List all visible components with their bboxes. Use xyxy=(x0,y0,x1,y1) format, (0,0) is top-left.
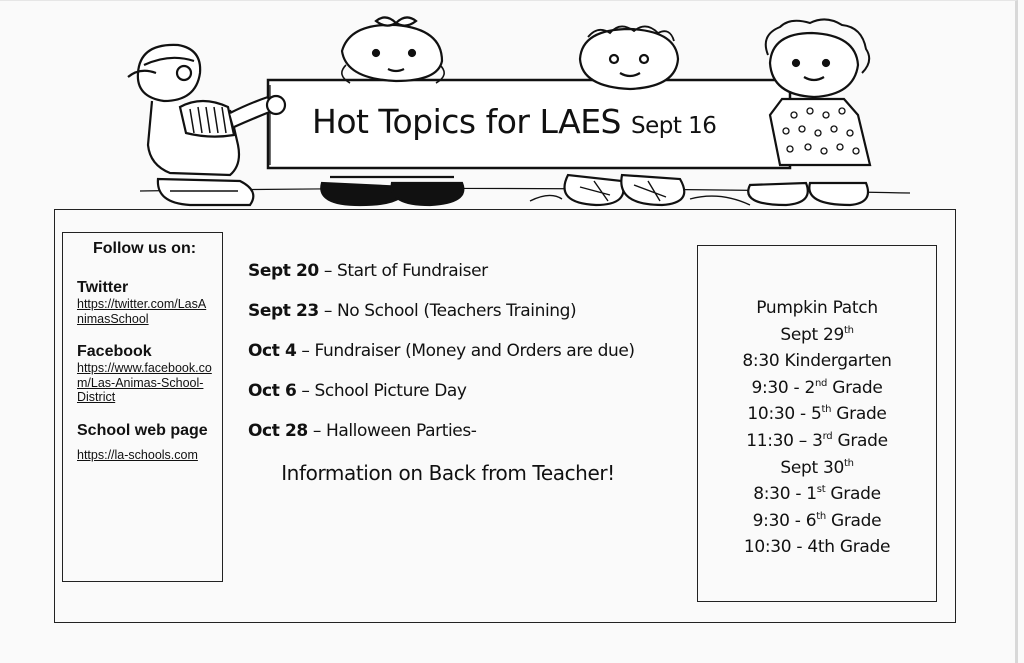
follow-us-title: Follow us on: xyxy=(92,240,197,257)
event-date: Sept 23 xyxy=(248,301,319,321)
event-text: School Picture Day xyxy=(314,381,467,401)
slot-tail: Grade xyxy=(827,377,883,398)
event-text: No School (Teachers Training) xyxy=(336,301,577,321)
event-text: Fundraiser (Money and Orders are due) xyxy=(314,341,635,361)
event-item xyxy=(248,420,668,460)
event-date: Oct 28 xyxy=(248,421,308,441)
pumpkin-patch-title: Pumpkin Patch xyxy=(756,298,878,318)
slot-time: 10:30 xyxy=(747,404,795,425)
slot-sep: – xyxy=(793,430,813,451)
school-web-page-link[interactable]: https://la-schools.com xyxy=(77,447,198,462)
slot-tail: Grade xyxy=(831,404,887,425)
event-item xyxy=(248,300,668,340)
slot-grade: 2 xyxy=(804,377,816,398)
slot-sup: th xyxy=(821,404,832,416)
event-item xyxy=(248,260,668,300)
time-slot xyxy=(698,481,936,508)
slot-tail: Grade xyxy=(832,430,888,451)
pumpkin-day-1 xyxy=(698,322,936,349)
facebook-label: Facebook xyxy=(77,343,152,360)
day-date: Sept 30 xyxy=(780,457,844,478)
slot-grade: 6 xyxy=(805,510,817,531)
pumpkin-patch-box xyxy=(697,245,937,602)
twitter-label: Twitter xyxy=(77,279,129,296)
slot-sup: rd xyxy=(822,430,833,442)
slot-sep: - xyxy=(788,377,805,398)
slot-sup: st xyxy=(816,484,826,496)
time-slot xyxy=(698,375,936,402)
slot-time: 10:30 xyxy=(743,537,792,558)
banner-title-text: Hot Topics for LAES xyxy=(312,102,621,141)
banner-date: Sept 16 xyxy=(631,113,717,139)
time-slot xyxy=(698,508,936,535)
slot-tail: Grade xyxy=(825,510,882,531)
event-separator: – xyxy=(318,301,337,321)
slot-grade: 3 xyxy=(812,430,823,451)
event-date: Oct 6 xyxy=(248,381,297,401)
event-text: Halloween Parties- xyxy=(325,421,477,441)
slot-time: 8:30 xyxy=(742,351,780,372)
event-item xyxy=(248,340,668,380)
event-separator: – xyxy=(296,341,315,361)
kid-with-cap xyxy=(128,45,285,205)
slot-grade: Kindergarten xyxy=(784,351,892,372)
slot-sup: th xyxy=(816,510,826,522)
time-slot xyxy=(698,401,936,428)
time-slot xyxy=(698,348,936,375)
event-item xyxy=(248,380,668,420)
event-text: Start of Fundraiser xyxy=(336,261,488,281)
school-web-page-label: School web page xyxy=(77,421,208,439)
slot-grade: 4th Grade xyxy=(807,537,891,558)
facebook-link[interactable]: https://www.facebook.com/Las-Animas-School-District xyxy=(77,361,212,404)
slot-tail: Grade xyxy=(825,484,881,505)
day-suffix: th xyxy=(843,457,854,469)
event-date: Sept 20 xyxy=(248,261,319,281)
slot-time: 11:30 xyxy=(746,430,794,451)
time-slot xyxy=(698,534,936,561)
event-separator: – xyxy=(318,261,337,281)
event-separator: – xyxy=(296,381,315,401)
slot-time: 8:30 xyxy=(753,484,791,505)
slot-time: 9:30 xyxy=(752,510,790,531)
events-list xyxy=(248,260,668,460)
slot-time: 9:30 xyxy=(751,377,789,398)
slot-sep: - xyxy=(794,404,811,425)
banner-title xyxy=(312,102,716,141)
day-suffix: th xyxy=(843,324,854,336)
event-separator: – xyxy=(307,421,326,441)
pumpkin-day-2 xyxy=(698,455,936,482)
slot-sep: - xyxy=(790,484,807,505)
time-slot xyxy=(698,428,936,455)
slot-grade: 1 xyxy=(806,484,817,505)
slot-sup: nd xyxy=(815,377,828,389)
slot-grade: 5 xyxy=(810,404,822,425)
slot-sep: - xyxy=(791,537,808,558)
twitter-link[interactable]: https://twitter.com/LasAnimasSchool xyxy=(77,297,207,326)
day-date: Sept 29 xyxy=(780,324,844,345)
follow-us-box xyxy=(62,232,223,582)
slot-sep: - xyxy=(789,510,806,531)
info-note: Information on Back from Teacher! xyxy=(281,461,615,485)
event-date: Oct 4 xyxy=(248,341,297,361)
